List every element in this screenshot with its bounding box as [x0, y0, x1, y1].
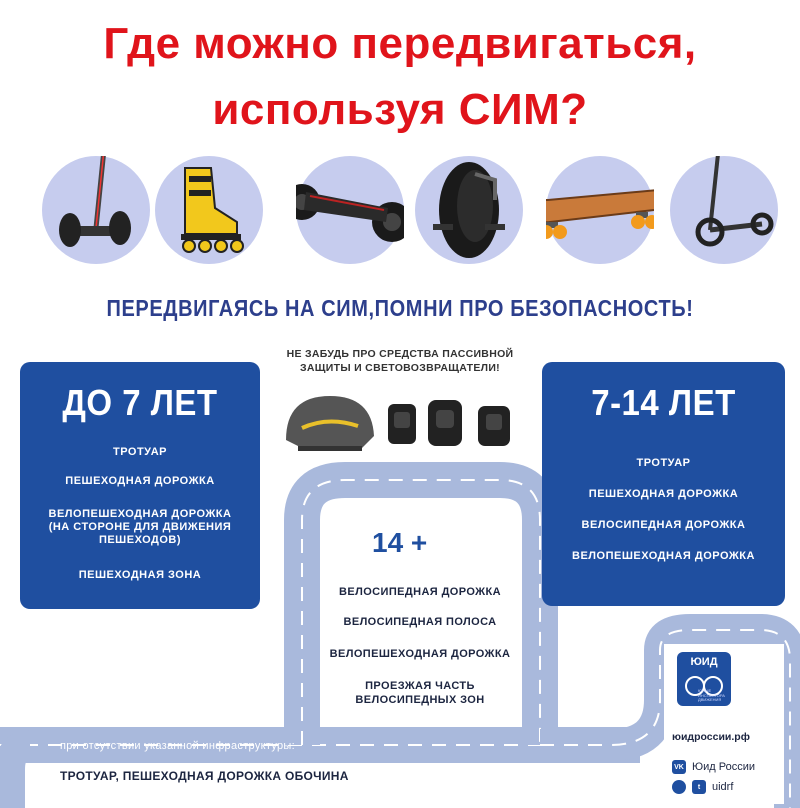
- gear-note-line-1: НЕ ЗАБУДЬ ПРО СРЕДСТВА ПАССИВНОЙ: [286, 348, 514, 360]
- twitter-label: uidrf: [712, 781, 734, 793]
- age-14plus-item-2: ВЕЛОПЕШЕХОДНАЯ ДОРОЖКА: [329, 648, 511, 660]
- fallback-items: ТРОТУАР, ПЕШЕХОДНАЯ ДОРОЖКА ОБОЧИНА: [60, 769, 349, 783]
- age-7-14-title: 7-14 ЛЕТ: [591, 382, 736, 423]
- title-line-2: используя СИМ?: [212, 85, 588, 134]
- monowheel-icon: [415, 156, 523, 264]
- uid-logo: [677, 652, 731, 706]
- knee-pad-icon: [388, 404, 416, 444]
- age-under7-item-3: (НА СТОРОНЕ ДЛЯ ДВИЖЕНИЯ: [48, 521, 232, 533]
- device-hoverboard: [296, 156, 404, 264]
- site-link[interactable]: юидроссии.рф: [672, 731, 750, 743]
- kick-scooter-icon: [670, 156, 778, 264]
- age-under7-item-2: ВЕЛОПЕШЕХОДНАЯ ДОРОЖКА: [48, 508, 232, 520]
- wrist-guard-icon: [478, 406, 510, 446]
- gear-note: [250, 347, 550, 375]
- helmet-icon: [286, 396, 374, 451]
- age-14plus-item-4: ВЕЛОСИПЕДНЫХ ЗОН: [355, 694, 485, 706]
- skateboard-icon: [546, 156, 654, 264]
- age-7-14-card: [542, 362, 785, 606]
- age-under7-item-0: ТРОТУАР: [113, 446, 167, 458]
- device-kick-scooter: [670, 156, 778, 264]
- age-7-14-item-0: ТРОТУАР: [636, 457, 691, 469]
- vk-label: Юид России: [692, 761, 755, 773]
- age-14plus-title: 14 +: [372, 527, 428, 558]
- vk-link[interactable]: [672, 760, 755, 774]
- age-7-14-item-2: ВЕЛОСИПЕДНАЯ ДОРОЖКА: [581, 519, 746, 531]
- social-links-row[interactable]: [672, 780, 733, 794]
- twitter-icon: t: [692, 780, 706, 794]
- age-under7-item-5: ПЕШЕХОДНАЯ ЗОНА: [78, 569, 202, 581]
- fallback-note: при отсутствии указанной инфраструктуры:: [60, 740, 295, 752]
- hoverboard-icon: [296, 156, 404, 264]
- safety-slogan: ПЕРЕДВИГАЯСЬ НА СИМ,ПОМНИ ПРО БЕЗОПАСНОСТЬ!: [106, 296, 694, 322]
- gear-note-line-2: ЗАЩИТЫ И СВЕТОВОЗВРАЩАТЕЛИ!: [300, 362, 500, 374]
- age-under7-title: ДО 7 ЛЕТ: [62, 382, 218, 423]
- age-under7-card: [20, 362, 260, 609]
- segway-icon: [42, 156, 150, 264]
- age-14plus-item-0: ВЕЛОСИПЕДНАЯ ДОРОЖКА: [339, 586, 501, 598]
- elbow-pad-icon: [428, 400, 462, 446]
- age-7-14-item-1: ПЕШЕХОДНАЯ ДОРОЖКА: [588, 488, 739, 500]
- uid-logo-text: ЮИД: [690, 656, 718, 668]
- age-under7-item-4: ПЕШЕХОДОВ): [98, 534, 182, 546]
- age-7-14-item-3: ВЕЛОПЕШЕХОДНАЯ ДОРОЖКА: [572, 550, 755, 562]
- device-skateboard: [546, 156, 654, 264]
- device-segway: [42, 156, 150, 264]
- vk-icon: VK: [672, 760, 686, 774]
- device-monowheel: [415, 156, 523, 264]
- instagram-icon: [672, 780, 686, 794]
- age-14plus-item-1: ВЕЛОСИПЕДНАЯ ПОЛОСА: [343, 616, 497, 628]
- age-14plus-item-3: ПРОЕЗЖАЯ ЧАСТЬ: [365, 680, 475, 692]
- device-roller-skates: [155, 156, 263, 264]
- protective-gear-illustration: [282, 392, 522, 462]
- title-line-1: Где можно передвигаться,: [103, 19, 697, 68]
- age-under7-item-1: ПЕШЕХОДНАЯ ДОРОЖКА: [65, 475, 215, 487]
- roller-skates-icon: [155, 156, 263, 264]
- uid-logo-subtitle: ЮНЫЕ ИНСПЕКТОРА ДВИЖЕНИЯ: [698, 688, 725, 702]
